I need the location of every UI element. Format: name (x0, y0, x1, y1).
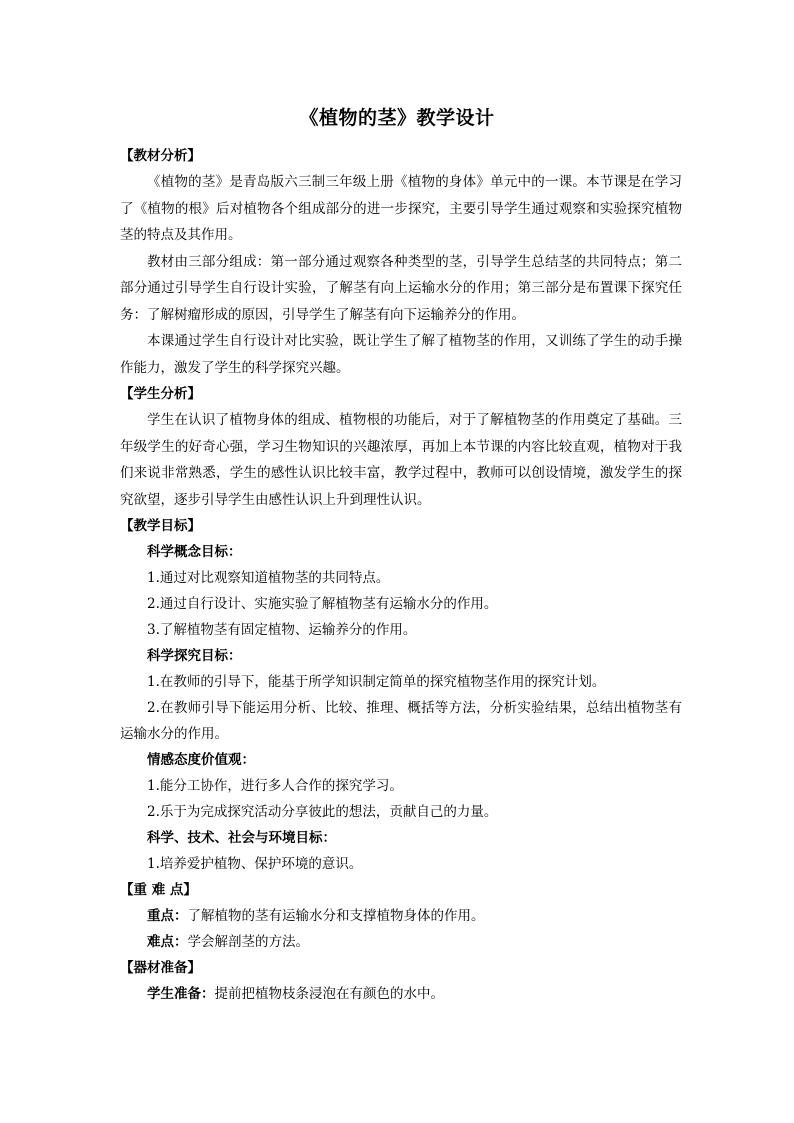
paragraph: 学生在认识了植物身体的组成、植物根的功能后，对于了解植物茎的作用奠定了基础。三年级学生的好奇心强，学习生物知识的兴趣浓厚，再加上本节课的内容比较直观，植物对于我们来说非常熟悉，学生的感性认识比较丰富，教学过程中，教师可以创设情境，激发学生的探究欲望，逐步引导学生由感性认识上升到理性认识。 (120, 412, 682, 508)
student-materials-label: 学生准备： (147, 986, 215, 1002)
paragraph: 本课通过学生自行设计对比实验，既让学生了解了植物茎的作用，又训练了学生的动手操作能力，激发了学生的科学探究兴趣。 (120, 333, 682, 376)
section-heading-goals: 【教学目标】 (120, 518, 201, 534)
section-heading-materials: 【器材准备】 (120, 960, 201, 976)
student-materials-text: 提前把植物枝条浸泡在有颜色的水中。 (214, 986, 444, 1002)
paragraph: 教材由三部分组成：第一部分通过观察各种类型的茎，引导学生总结茎的共同特点；第二部分通过引导学生自行设计实验，了解茎有向上运输水分的作用；第三部分是布置课下探究任务：了解树瘤形成的原因，引导学生了解茎有向下运输养分的作用。 (120, 253, 682, 323)
section-heading-keypoints: 【重 难 点】 (120, 882, 197, 898)
student-materials-line (120, 981, 682, 1007)
list-item: 2.通过自行设计、实施实验了解植物茎有运输水分的作用。 (147, 596, 498, 612)
list-item: 2.在教师引导下能运用分析、比较、推理、概括等方法，分析实验结果，总结出植物茎有运输水分的作用。 (120, 700, 682, 742)
list-item: 1.能分工协作，进行多人合作的探究学习。 (147, 778, 403, 794)
list-item: 2.乐于为完成探究活动分享彼此的想法，贡献自己的力量。 (147, 804, 498, 820)
focus-label: 重点： (147, 908, 188, 924)
subheading-attitude: 情感态度价值观： (147, 752, 255, 768)
subheading-sts: 科学、技术、社会与环境目标： (147, 830, 336, 846)
document-title: 《植物的茎》教学设计 (299, 107, 495, 129)
list-item: 3.了解植物茎有固定植物、运输养分的作用。 (147, 622, 417, 638)
document-body (120, 143, 682, 1007)
subheading-inquiry: 科学探究目标： (147, 648, 242, 664)
difficulty-label: 难点： (147, 934, 188, 950)
section-heading-textbook: 【教材分析】 (120, 148, 201, 164)
list-item: 1.通过对比观察知道植物茎的共同特点。 (147, 570, 390, 586)
focus-line (120, 903, 682, 929)
focus-text: 了解植物的茎有运输水分和支撑植物身体的作用。 (187, 908, 485, 924)
subheading-concept: 科学概念目标： (147, 544, 242, 560)
list-item: 1.培养爱护植物、保护环境的意识。 (147, 856, 363, 872)
difficulty-line (120, 929, 682, 955)
paragraph: 《植物的茎》是青岛版六三制三年级上册《植物的身体》单元中的一课。本节课是在学习了《植物的根》后对植物各个组成部分的进一步探究，主要引导学生通过观察和实验探究植物茎的特点及其作用。 (120, 174, 682, 243)
section-heading-students: 【学生分析】 (120, 386, 201, 402)
difficulty-text: 学会解剖茎的方法。 (187, 934, 309, 950)
list-item: 1.在教师的引导下，能基于所学知识制定简单的探究植物茎作用的探究计划。 (147, 674, 606, 690)
